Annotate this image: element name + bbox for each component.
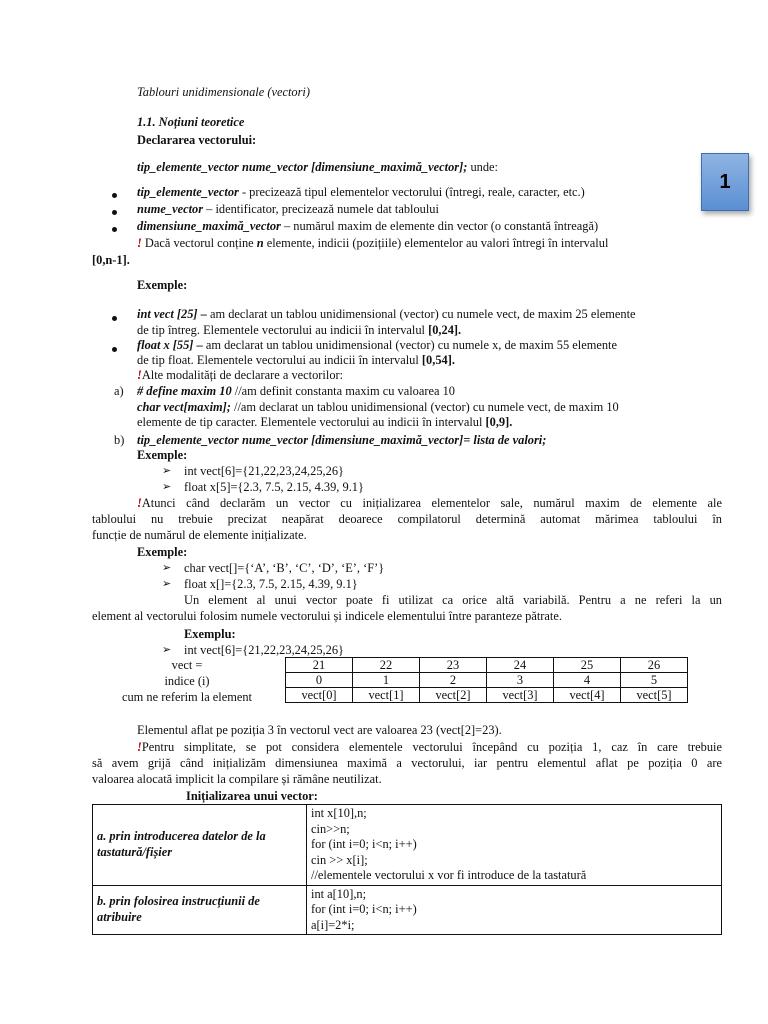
arrow-bullet-icon: ➢ — [162, 481, 172, 493]
bullet-item — [137, 201, 439, 217]
bullet-dot-icon — [112, 220, 122, 236]
bullet-term: dimensiune_maximă_vector — [137, 219, 281, 233]
mode-a-line3 — [137, 414, 512, 430]
indices-row — [286, 673, 688, 688]
refs-row — [286, 688, 688, 703]
code-line: cin>>n; — [311, 821, 350, 836]
note-text: Dacă vectorul conține — [141, 236, 257, 250]
example-item-code: int vect[6]={21,22,23,24,25,26} — [184, 643, 344, 657]
examples-heading: Exemple: — [137, 278, 188, 292]
note-simplicity-line2: să avem grijă când inițializăm dimensiunea maximă a vectorului, iar pentru elementul aflat pe poziția 0 are — [92, 756, 722, 770]
mode-a-text: elemente de tip caracter. Elementele vectorului au indicii în intervalul — [137, 415, 486, 429]
note-init-line3: funcție de numărul de elemente inițializate. — [92, 528, 307, 542]
ref-cell: vect[5] — [621, 688, 688, 703]
note-simplicity-line3: valoarea alocată implicit la compilare și rămâne neutilizat. — [92, 772, 382, 786]
example-text: am declarat un tablou unidimensional (vector) cu numele vect, de maxim 25 elemente — [209, 307, 636, 321]
example-item — [137, 306, 722, 322]
bullet-term: nume_vector — [137, 202, 204, 216]
warning-mark-icon: ! — [137, 236, 142, 250]
index-cell: 3 — [487, 673, 554, 688]
define-comment: //am definit constanta maxim cu valoarea 10 — [231, 384, 455, 398]
bullet-text: – numărul maxim de elemente din vector (o constantă întreagă) — [280, 219, 599, 233]
example-text: de tip float. Elementele vectorului au indicii în intervalul — [137, 353, 422, 367]
warning-mark-icon: ! — [137, 740, 142, 754]
init-method-label: a. prin introducerea datelor de la tastatură/fișier — [93, 805, 307, 886]
code-line: a[i]=2*i; — [311, 917, 355, 932]
example-heading: Exemplu: — [184, 627, 236, 641]
example-range: [0,24]. — [428, 323, 462, 337]
code-line: for (int i=0; i<n; i++) — [311, 837, 417, 851]
init-heading: Inițializarea unui vector: — [186, 789, 318, 803]
note-indices — [137, 235, 722, 251]
value-cell: 22 — [353, 658, 420, 673]
bullet-dot-icon — [112, 309, 122, 325]
index-cell: 2 — [420, 673, 487, 688]
arrow-bullet-icon: ➢ — [162, 562, 172, 574]
example-dash: – — [197, 307, 210, 321]
init-row — [93, 805, 722, 886]
example-item — [137, 337, 722, 353]
code-line: int a[10],n; — [311, 886, 367, 901]
init-row — [93, 885, 722, 935]
warning-mark-icon: ! — [137, 496, 142, 510]
examples2-item: float x[]={2.3, 7.5, 2.15, 4.39, 9.1} — [184, 577, 358, 591]
arrow-bullet-icon: ➢ — [162, 578, 172, 590]
arrow-bullet-icon: ➢ — [162, 465, 172, 477]
init-method-label: b. prin folosirea instrucțiunii de atribuire — [93, 885, 307, 935]
mode-a-define — [137, 383, 455, 399]
syntax-declaration: tip_elemente_vector nume_vector [dimensiune_maximă_vector]; — [137, 160, 468, 174]
mode-b-example: int vect[6]={21,22,23,24,25,26} — [184, 464, 344, 478]
code-line: cin >> x[i]; — [311, 852, 368, 867]
note-init-line2: tabloului nu trebuie precizat neapărat deoarece compilatorul determină automat mărimea tabloului în — [92, 512, 722, 526]
bullet-item — [137, 184, 585, 200]
value-cell: 24 — [487, 658, 554, 673]
row-label-indices: indice (i) — [164, 674, 210, 688]
code-line: int x[10],n; — [311, 806, 367, 820]
other-modes — [137, 367, 343, 383]
vector-table — [285, 657, 688, 703]
value-cell: 26 — [621, 658, 688, 673]
example-item-line2 — [137, 322, 461, 338]
position-3-text: Elementul aflat pe poziția 3 în vectorul vect are valoarea 23 (vect[2]=23). — [137, 723, 502, 737]
ref-cell: vect[4] — [554, 688, 621, 703]
init-table — [92, 804, 722, 935]
init-code-cell — [307, 805, 722, 886]
bullet-text: – identificator, precizează numele dat tabloului — [203, 202, 439, 216]
document-title: Tablouri unidimensionale (vectori) — [137, 85, 310, 99]
mode-a-char — [137, 399, 619, 415]
example-text: de tip întreg. Elementele vectorului au indicii în intervalul — [137, 323, 429, 337]
example-dash: – — [193, 338, 206, 352]
row-label-values: vect = — [171, 658, 203, 672]
values-row — [286, 658, 688, 673]
page-number-badge: 1 — [701, 153, 749, 211]
bullet-text: - precizează tipul elementelor vectorului (întregi, reale, caracter, etc.) — [238, 185, 585, 199]
note-range: [0,n-1]. — [92, 253, 130, 267]
bullet-dot-icon — [112, 340, 122, 356]
example-text: am declarat un tablou unidimensional (vector) cu numele x, de maxim 55 elemente — [205, 338, 617, 352]
mode-b-examples-heading: Exemple: — [137, 448, 188, 462]
example-range: [0,54]. — [421, 353, 455, 367]
code-line: //elementele vectorului x vor fi introduce de la tastatură — [311, 868, 587, 882]
note-simplicity-text: Pentru simplitate, se pot considera elementele vectorului începând cu poziția 1, caz în care trebuie — [141, 740, 722, 754]
other-modes-text: Alte modalități de declarare a vectorilor: — [141, 368, 344, 382]
element-para-line2: element al vectorului folosim numele vectorului și indicele elementului între paranteze pătrate. — [92, 609, 562, 623]
index-cell: 0 — [286, 673, 353, 688]
char-code: char vect[maxim]; — [137, 400, 231, 414]
declaration-heading: Declararea vectorului: — [137, 133, 257, 147]
ref-cell: vect[2] — [420, 688, 487, 703]
element-para: Un element al unui vector poate fi utilizat ca orice altă variabilă. Pentru a ne referi la un — [184, 593, 722, 607]
note-simplicity — [137, 739, 722, 755]
example-code: int vect [25] — [137, 307, 198, 321]
warning-mark-icon: ! — [137, 368, 142, 382]
ref-cell: vect[1] — [353, 688, 420, 703]
mode-b-example: float x[5]={2.3, 7.5, 2.15, 4.39, 9.1} — [184, 480, 364, 494]
note-init — [137, 495, 722, 511]
note-init-text: Atunci când declarăm un vector cu inițializarea elementelor sale, numărul maxim de elemente ale — [141, 496, 722, 510]
value-cell: 21 — [286, 658, 353, 673]
syntax-line — [137, 159, 498, 175]
char-comment: //am declarat un tablou unidimensional (vector) cu numele vect, de maxim 10 — [230, 400, 619, 414]
note-text-b: elemente, indicii (pozițiile) elementelor au valori întregi în intervalul — [263, 236, 609, 250]
mode-a-range: [0,9]. — [485, 415, 513, 429]
value-cell: 25 — [554, 658, 621, 673]
bullet-term: tip_elemente_vector — [137, 185, 239, 199]
index-cell: 5 — [621, 673, 688, 688]
examples2-heading: Exemple: — [137, 545, 188, 559]
bullet-dot-icon — [112, 203, 122, 219]
bullet-dot-icon — [112, 186, 122, 202]
examples2-item: char vect[]={‘A’, ‘B’, ‘C’, ‘D’, ‘E’, ‘F’} — [184, 561, 385, 575]
example-item-line2 — [137, 352, 455, 368]
define-code: # define maxim 10 — [137, 384, 232, 398]
init-code-cell — [307, 885, 722, 935]
note-n: n — [256, 236, 264, 250]
example-code: float x [55] — [137, 338, 194, 352]
syntax-tail: unde: — [467, 160, 498, 174]
ref-cell: vect[0] — [286, 688, 353, 703]
ref-cell: vect[3] — [487, 688, 554, 703]
section-heading: 1.1. Noțiuni teoretice — [137, 115, 245, 129]
bullet-item — [137, 218, 598, 234]
code-line: for (int i=0; i<n; i++) — [311, 902, 417, 916]
mode-b-syntax: tip_elemente_vector nume_vector [dimensiune_maximă_vector]= lista de valori; — [137, 433, 547, 447]
row-label-refs: cum ne referim la element — [121, 690, 253, 704]
list-letter-b: b) — [114, 433, 125, 447]
arrow-bullet-icon: ➢ — [162, 644, 172, 656]
list-letter-a: a) — [114, 384, 124, 398]
index-cell: 1 — [353, 673, 420, 688]
index-cell: 4 — [554, 673, 621, 688]
value-cell: 23 — [420, 658, 487, 673]
